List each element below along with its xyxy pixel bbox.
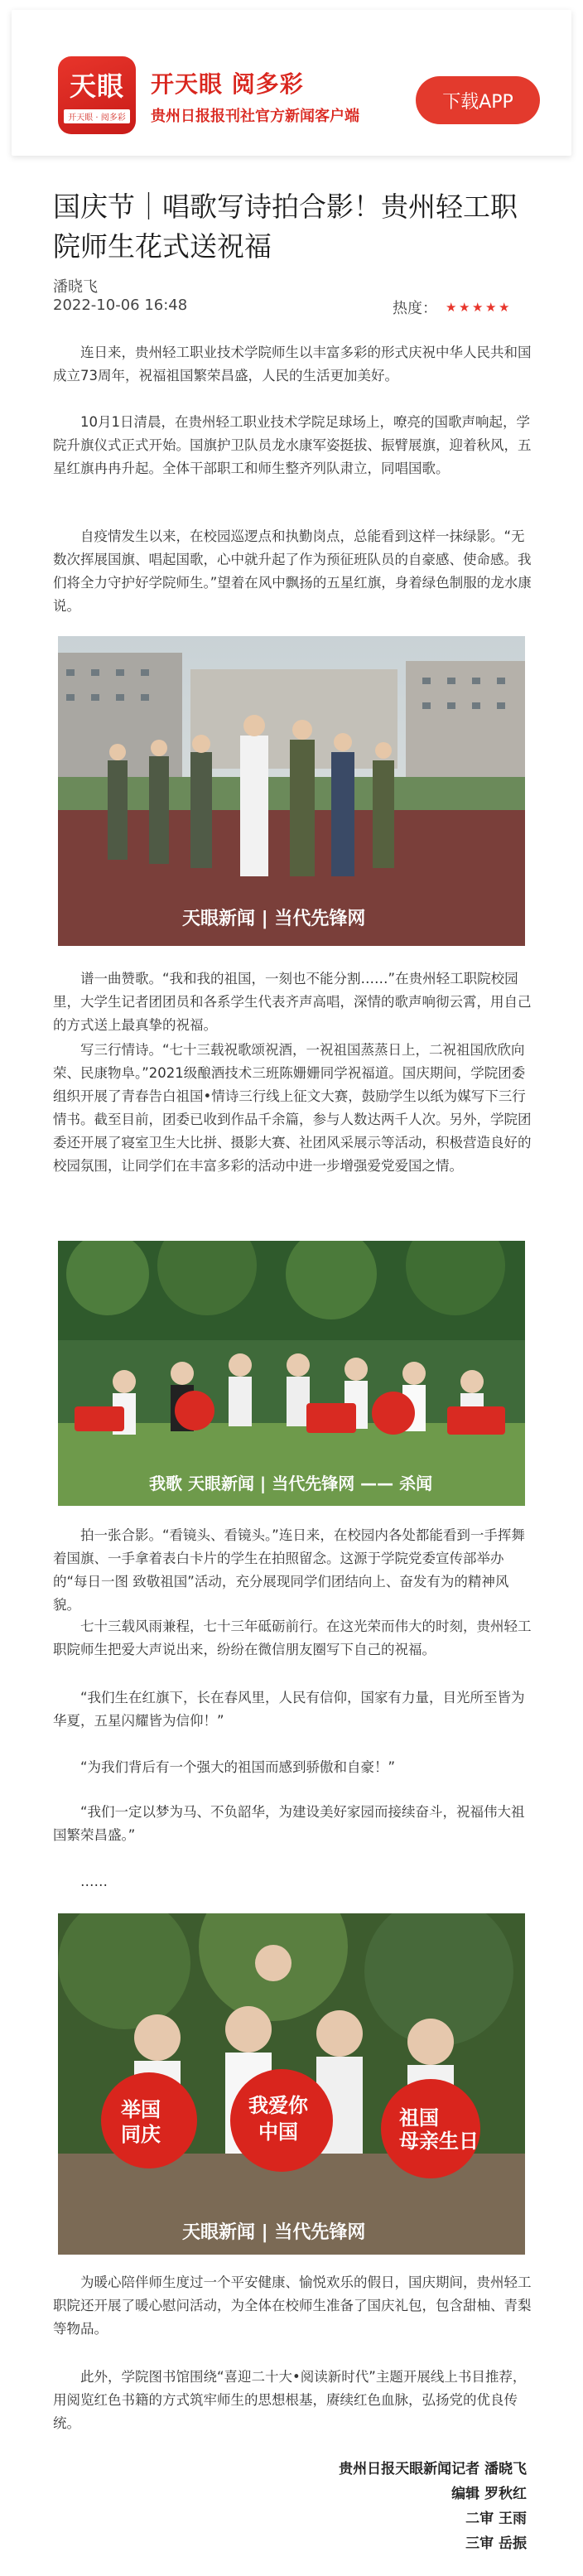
credit-editor: 编辑 罗秋红 <box>451 2486 527 2502</box>
hot-stars <box>446 301 512 314</box>
credit-third-review: 三审 岳振 <box>465 2535 527 2552</box>
paragraph: “为我们背后有一个强大的祖国而感到骄傲和自豪！” <box>80 1759 396 1775</box>
paragraph: 写三行情诗。“七十三载祝歌颂祝酒，一祝祖国蒸蒸日上，二祝祖国欣欣向荣、民康物阜。”2021级酿酒技术三班陈姗姗同学祝福道。国庆期间，学院团委组织开展了青春告白祖国•情诗三行线上征文大赛，鼓励学生以纸为媒写下三行情书。截至目前，团委已收到作品千余篇，参与人数达两千人次。另外，学院团委还开展了寝室卫生大比拼、摄影大赛、社团风采展示等活动，积极营造良好的校园氛围，让同学们在丰富多彩的活动中进一步增强爱党爱国之情。 <box>53 1042 532 1174</box>
svg-text:我歌 天眼新闻 | 当代先锋网 —— 杀闻: 我歌 天眼新闻 | 当代先锋网 —— 杀闻 <box>149 1474 433 1493</box>
paragraph: “我们一定以梦为马、不负韶华，为建设美好家园而接续奋斗，祝福伟大祖国繁荣昌盛。” <box>53 1804 525 1843</box>
app-banner <box>12 10 571 156</box>
group-photo-flags <box>58 1241 525 1506</box>
credits <box>229 2457 527 2556</box>
star-icon: ★ <box>472 300 484 315</box>
group-photo-illustration <box>58 1241 525 1506</box>
svg-text:母亲生日: 母亲生日 <box>399 2130 479 2153</box>
honor-guard-photo <box>58 636 525 946</box>
credit-second-review: 二审 王雨 <box>465 2511 527 2527</box>
paragraph: 连日来，贵州轻工职业技术学院师生以丰富多彩的形式庆祝中华人民共和国成立73周年，祝福祖国繁荣昌盛，人民的生活更加美好。 <box>53 345 532 384</box>
paragraph-ellipsis: …… <box>80 1874 108 1889</box>
tianyan-logo <box>58 56 136 134</box>
download-app-button[interactable]: 下载APP <box>416 76 540 124</box>
svg-text:中国: 中国 <box>258 2120 298 2144</box>
svg-text:同庆: 同庆 <box>121 2123 161 2146</box>
star-icon: ★ <box>446 300 457 315</box>
credit-reporter: 贵州日报天眼新闻记者 潘晓飞 <box>339 2461 527 2477</box>
svg-text:我爱你: 我爱你 <box>248 2094 308 2117</box>
honor-guard-illustration <box>58 636 525 946</box>
star-icon: ★ <box>485 300 497 315</box>
article-title: 国庆节｜唱歌写诗拍合影！贵州轻工职院师生花式送祝福 <box>53 191 518 263</box>
paragraph: 自疫情发生以来，在校园巡逻点和执勤岗点，总能看到这样一抹绿影。“无数次挥展国旗、唱起国歌，心中就升起了作为预征班队员的自豪感、使命感。我们将全力守护好学院师生。”望着在风中飘扬的五星红旗，身着绿色制服的龙水康说。 <box>53 528 532 614</box>
brand-slogan: 开天眼 阅多彩 <box>151 70 304 98</box>
paragraph: 拍一张合影。“看镜头、看镜头。”连日来，在校园内各处都能看到一手挥舞着国旗、一手拿着表白卡片的学生在拍照留念。这源于学院党委宣传部举办的“每日一图 致敬祖国”活动，充分展现同学们团结向上、奋发有为的精神风貌。 <box>53 1527 525 1613</box>
article-date: 2022-10-06 16:48 <box>53 297 188 314</box>
students-holding-signs <box>58 1913 525 2255</box>
hot-label: 热度： <box>393 300 437 317</box>
svg-text:天眼新闻 | 当代先锋网: 天眼新闻 | 当代先锋网 <box>182 2222 366 2243</box>
svg-text:祖国: 祖国 <box>399 2106 439 2130</box>
logo-sub: 开天眼 · 阅多彩 <box>64 109 130 123</box>
paragraph: 为暖心陪伴师生度过一个平安健康、愉悦欢乐的假日，国庆期间，贵州轻工职院还开展了暖心慰问活动，为全体在校师生准备了国庆礼包，包含甜柚、青梨等物品。 <box>53 2275 532 2337</box>
article-author: 潘晓飞 <box>53 278 98 296</box>
star-icon: ★ <box>459 300 470 315</box>
students-signs-illustration <box>58 1913 525 2255</box>
paragraph: 10月1日清晨，在贵州轻工职业技术学院足球场上，嘹亮的国歌声响起，学院升旗仪式正式开始。国旗护卫队员龙水康军姿挺拔、振臂展旗，迎着秋风，五星红旗冉冉升起。全体干部职工和师生整齐列队肃立，同唱国歌。 <box>53 414 532 476</box>
svg-text:天眼新闻 | 当代先锋网: 天眼新闻 | 当代先锋网 <box>182 909 366 929</box>
brand-subtitle: 贵州日报报刊社官方新闻客户端 <box>151 108 359 125</box>
hot-rating <box>393 297 512 318</box>
paragraph: “我们生在红旗下，长在春风里，人民有信仰，国家有力量，目光所至皆为华夏，五星闪耀皆为信仰！” <box>53 1690 525 1729</box>
svg-text:举国: 举国 <box>121 2098 161 2121</box>
paragraph: 七十三载风雨兼程，七十三年砥砺前行。在这光荣而伟大的时刻，贵州轻工职院师生把爱大声说出来，纷纷在微信朋友圈写下自己的祝福。 <box>53 1618 532 1657</box>
logo-text: 天眼 <box>69 70 124 102</box>
star-icon: ★ <box>499 300 510 315</box>
paragraph: 谱一曲赞歌。“我和我的祖国，一刻也不能分割……”在贵州轻工职院校园里，大学生记者团团员和各系学生代表齐声高唱，深情的歌声响彻云霄，用自己的方式送上最真挚的祝福。 <box>53 971 532 1033</box>
paragraph: 此外，学院图书馆围绕“喜迎二十大•阅读新时代”主题开展线上书目推荐，用阅览红色书籍的方式筑牢师生的思想根基，赓续红色血脉，弘扬党的优良传统。 <box>53 2369 527 2431</box>
